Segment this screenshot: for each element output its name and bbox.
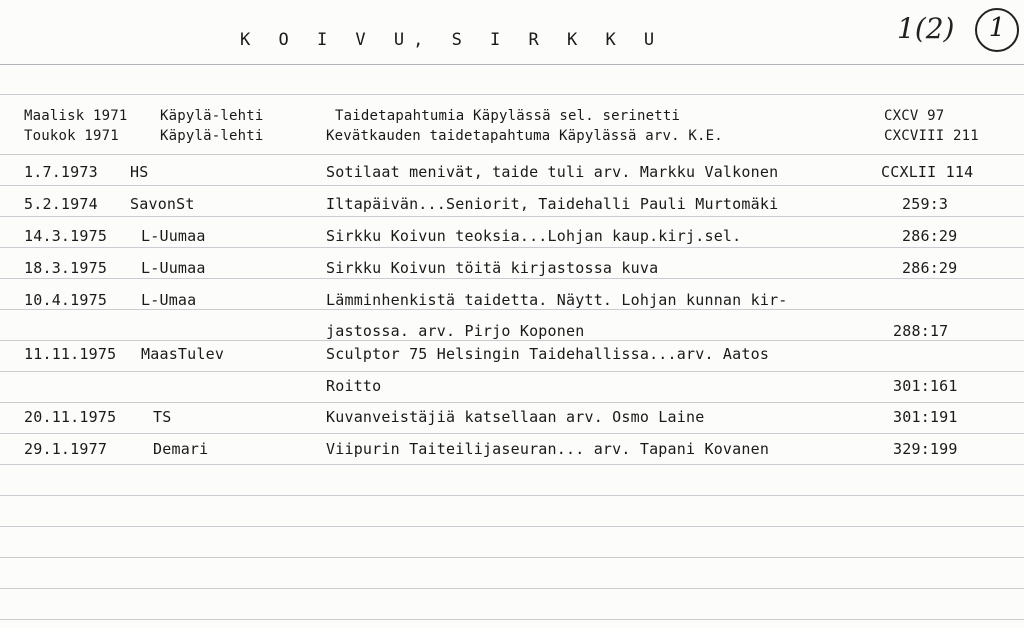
card-rule [0, 216, 1024, 217]
entry-title: Sirkku Koivun töitä kirjastossa kuva [326, 259, 659, 277]
card-rule [0, 464, 1024, 465]
card-rule [0, 619, 1024, 620]
entry-date: 1.7.1973 [24, 163, 98, 181]
handwritten-page-mark: 1(2) [897, 12, 955, 45]
entry-reference: 259:3 [902, 195, 949, 213]
entry-title: Viipurin Taiteilijaseuran... arv. Tapani Kovanen [326, 440, 770, 458]
entry-title-continuation: Roitto [326, 377, 382, 395]
card-rule [0, 433, 1024, 434]
card-rule [0, 495, 1024, 496]
card-rule [0, 340, 1024, 341]
entry-title: Sirkku Koivun teoksia...Lohjan kaup.kirj.sel. [326, 227, 742, 245]
entry-date: Toukok 1971 [24, 128, 119, 144]
entry-reference: 286:29 [902, 227, 958, 245]
entry-title: Kuvanveistäjiä katsellaan arv. Osmo Laine [326, 408, 705, 426]
entry-reference: CCXLII 114 [881, 163, 974, 181]
entry-date: 20.11.1975 [24, 408, 117, 426]
entry-title: Sculptor 75 Helsingin Taidehallissa...arv. Aatos [326, 345, 770, 363]
entry-title-continuation: jastossa. arv. Pirjo Koponen [326, 322, 585, 340]
entry-date: Maalisk 1971 [24, 108, 128, 124]
card-rule [0, 154, 1024, 155]
card-rule [0, 588, 1024, 589]
card-rule [0, 402, 1024, 403]
entry-date: 18.3.1975 [24, 259, 108, 277]
card-rule [0, 371, 1024, 372]
entry-source: HS [130, 163, 149, 181]
card-number: 1 [988, 13, 1006, 43]
entry-source: Käpylä-lehti [160, 108, 264, 124]
entry-source: Käpylä-lehti [160, 128, 264, 144]
card-rule [0, 64, 1024, 65]
card-rule [0, 526, 1024, 527]
entry-date: 10.4.1975 [24, 291, 108, 309]
entry-title: Lämminhenkistä taidetta. Näytt. Lohjan kunnan kir- [326, 291, 788, 309]
card-rule [0, 278, 1024, 279]
entry-date: 29.1.1977 [24, 440, 108, 458]
entry-reference: 301:191 [893, 408, 958, 426]
entry-date: 11.11.1975 [24, 345, 117, 363]
circled-card-number [975, 8, 1019, 52]
entry-title: Kevätkauden taidetapahtuma Käpylässä arv. K.E. [326, 128, 723, 144]
entry-source: L-Uumaa [141, 259, 206, 277]
entry-source: L-Umaa [141, 291, 197, 309]
entry-source: Demari [153, 440, 209, 458]
card-rule [0, 557, 1024, 558]
entry-source: TS [153, 408, 172, 426]
entry-reference: 286:29 [902, 259, 958, 277]
entry-title: Iltapäivän...Seniorit, Taidehalli Pauli Murtomäki [326, 195, 779, 213]
entry-date: 5.2.1974 [24, 195, 98, 213]
entry-source: MaasTulev [141, 345, 225, 363]
entry-reference: 301:161 [893, 377, 958, 395]
entry-reference: 288:17 [893, 322, 949, 340]
card-rule [0, 94, 1024, 95]
entry-reference: 329:199 [893, 440, 958, 458]
entry-date: 14.3.1975 [24, 227, 108, 245]
entry-reference: CXCV 97 [884, 108, 945, 124]
entry-title: Taidetapahtumia Käpylässä sel. serinetti [335, 108, 681, 124]
entry-reference: CXCVIII 211 [884, 128, 979, 144]
entry-source: SavonSt [130, 195, 195, 213]
entry-title: Sotilaat menivät, taide tuli arv. Markku Valkonen [326, 163, 779, 181]
card-rule [0, 309, 1024, 310]
card-heading-name: K O I V U, S I R K K U [240, 30, 664, 50]
entry-source: L-Uumaa [141, 227, 206, 245]
card-rule [0, 247, 1024, 248]
card-rule [0, 185, 1024, 186]
